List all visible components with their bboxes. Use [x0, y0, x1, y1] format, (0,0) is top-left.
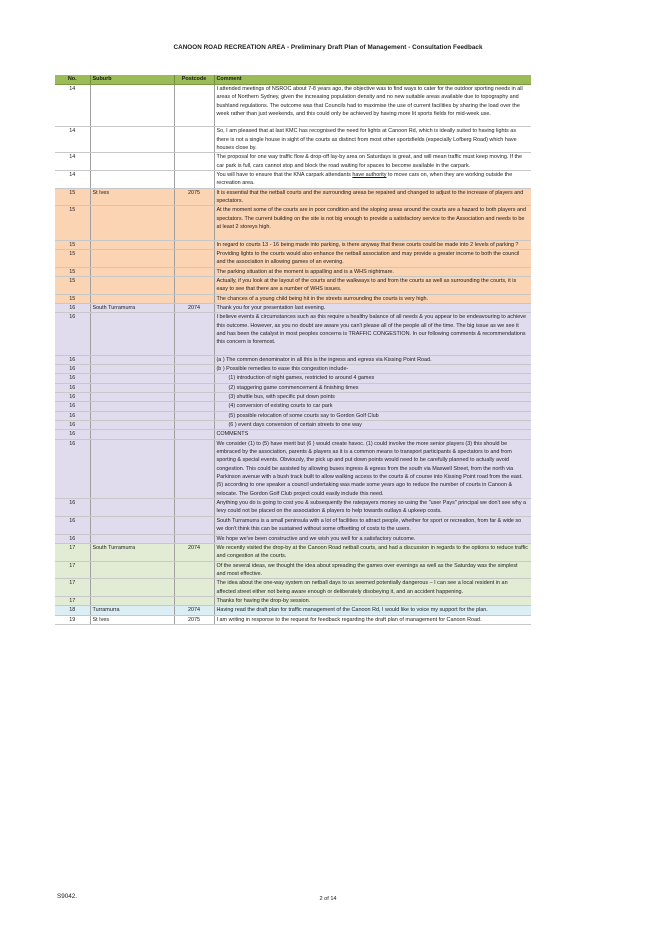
row-suburb — [90, 439, 174, 498]
row-comment: (4) conversion of existing courts to car park — [214, 402, 531, 411]
row-postcode — [174, 402, 214, 411]
row-postcode: 2074 — [174, 543, 214, 561]
row-number: 16 — [55, 364, 90, 373]
table-row — [55, 188, 531, 206]
row-suburb — [90, 364, 174, 373]
row-postcode — [174, 294, 214, 303]
column-header-suburb: Suburb — [90, 75, 174, 85]
row-postcode — [174, 516, 214, 534]
table-row — [55, 516, 531, 534]
row-comment: We recently visited the drop-by at the Canoon Road netball courts, and had a discussion in regards to the options to reduce traffic and congestion at the courts. — [214, 543, 531, 561]
column-header-no: No. — [55, 75, 90, 85]
row-postcode — [174, 579, 214, 597]
row-suburb — [90, 402, 174, 411]
table-row — [55, 421, 531, 430]
row-number: 16 — [55, 439, 90, 498]
table-row — [55, 206, 531, 240]
row-comment: Having read the draft plan for traffic management of the Canoon Rd, I would like to voice my support for the plan. — [214, 606, 531, 615]
row-comment: The proposal for one way traffic flow & drop-off lay-by area on Saturdays is great, and will mean traffic must keep moving. If the car park is full, cars cannot stop and block the road waiting for spaces to become available in the carpark. — [214, 153, 531, 171]
table-row — [55, 543, 531, 561]
row-suburb — [90, 127, 174, 153]
comment-text: to move cars on, when they are working outside the recreation area. — [216, 172, 513, 187]
row-postcode — [174, 240, 214, 249]
table-row — [55, 374, 531, 383]
row-comment: The idea about the one-way system on netball days to us seemed potentially dangerous – I can see a local resident in an affected street either not being aware enough or deliberately disobeying it, and an accident happening. — [214, 579, 531, 597]
row-suburb — [90, 561, 174, 579]
feedback-table — [55, 75, 531, 625]
table-row — [55, 153, 531, 171]
row-comment: Of the several ideas, we thought the idea about spreading the games over evenings as well as the Saturday was the simplest and most effective. — [214, 561, 531, 579]
row-number: 15 — [55, 240, 90, 249]
row-comment: The chances of a young child being hit in the streets surrounding the courts is very high. — [214, 294, 531, 303]
table-row — [55, 303, 531, 312]
row-postcode: 2074 — [174, 303, 214, 312]
row-number: 19 — [55, 615, 90, 624]
row-number: 16 — [55, 430, 90, 439]
table-row — [55, 240, 531, 249]
row-comment: (1) introduction of night games, restricted to around 4 games — [214, 374, 531, 383]
row-suburb — [90, 153, 174, 171]
row-suburb — [90, 516, 174, 534]
row-comment: The parking situation at the moment is appalling and is a WHS nightmare. — [214, 267, 531, 276]
row-suburb — [90, 499, 174, 517]
row-postcode — [174, 364, 214, 373]
row-comment: Thanks for having the drop-by session. — [214, 596, 531, 605]
row-postcode — [174, 561, 214, 579]
table-row — [55, 534, 531, 543]
table-row — [55, 364, 531, 373]
row-suburb — [90, 276, 174, 294]
row-number: 16 — [55, 303, 90, 312]
row-suburb: Turramurra — [90, 606, 174, 615]
row-postcode — [174, 355, 214, 364]
row-comment: Thank you for your presentation last evening. — [214, 303, 531, 312]
footer-page-number: 2 of 14 — [319, 896, 337, 902]
row-suburb — [90, 294, 174, 303]
row-suburb: South Turramurra — [90, 543, 174, 561]
row-postcode — [174, 374, 214, 383]
row-postcode — [174, 153, 214, 171]
row-number: 16 — [55, 313, 90, 355]
row-comment: It is essential that the netball courts and the surrounding areas be repaired and changed to adjust to the increase of players and spectators. — [214, 188, 531, 206]
row-suburb — [90, 534, 174, 543]
row-postcode — [174, 439, 214, 498]
row-comment: (5) possible relocation of some courts say to Gordon Golf Club — [214, 411, 531, 420]
row-number: 14 — [55, 85, 90, 127]
table-row — [55, 267, 531, 276]
row-postcode: 2075 — [174, 188, 214, 206]
table-row — [55, 393, 531, 402]
row-suburb — [90, 171, 174, 189]
row-suburb — [90, 421, 174, 430]
document-title: CANOON ROAD RECREATION AREA - Preliminary Draft Plan of Management - Consultation Feedback — [173, 44, 483, 51]
row-number: 14 — [55, 153, 90, 171]
row-comment: South Turramurra is a small peninsula with a lot of facilities to attract people, whether for sport or recreation, from far & wide so we don't think this can be sustained without some offsetting of costs to the users. — [214, 516, 531, 534]
row-comment: I am writing in response to the request for feedback regarding the draft plan of management for Canoon Road. — [214, 615, 531, 624]
row-postcode — [174, 313, 214, 355]
row-number: 15 — [55, 276, 90, 294]
table-row — [55, 615, 531, 624]
row-postcode — [174, 127, 214, 153]
row-postcode — [174, 171, 214, 189]
row-comment: (2) staggering game commencement & finishing times — [214, 383, 531, 392]
row-suburb — [90, 430, 174, 439]
row-comment: We consider (1) to (5) have merit but (6 ) would create havoc. (1) could involve the more senior players (3) this should be embraced by the association, parents & players as it is a common means to transport participants & spectators to and from sporting & special events. Obviously, the pick up and put down points would need to be carefully planned to actually avoid congestion. This could be assisted by allowing buses ingress & egress from the south via Maxwell Street, from the north via Parkinson avenue with a bush track built to allow walking access to the courts & of course into Kissing Point road from the east.(5) according to one speaker a council undertaking was made some years ago to reduce the number of courts in Canoon & relocate. The Gordon Golf Club project could easily include this need. — [214, 439, 531, 498]
table-row — [55, 561, 531, 579]
row-suburb — [90, 313, 174, 355]
row-number: 16 — [55, 402, 90, 411]
table-row — [55, 276, 531, 294]
row-suburb: South Turramurra — [90, 303, 174, 312]
row-suburb — [90, 596, 174, 605]
table-row — [55, 355, 531, 364]
row-suburb: St Ives — [90, 188, 174, 206]
table-row — [55, 596, 531, 605]
row-number: 16 — [55, 516, 90, 534]
row-suburb: St Ives — [90, 615, 174, 624]
row-number: 17 — [55, 596, 90, 605]
row-number: 15 — [55, 249, 90, 267]
row-number: 17 — [55, 561, 90, 579]
row-postcode — [174, 249, 214, 267]
row-number: 16 — [55, 411, 90, 420]
comment-text: You will have to ensure that the KNA carpark attendants — [216, 172, 353, 179]
row-suburb — [90, 206, 174, 240]
row-suburb — [90, 579, 174, 597]
row-postcode: 2075 — [174, 615, 214, 624]
row-number: 15 — [55, 294, 90, 303]
row-postcode — [174, 383, 214, 392]
row-postcode — [174, 411, 214, 420]
table-row — [55, 439, 531, 498]
row-postcode — [174, 421, 214, 430]
table-row — [55, 499, 531, 517]
table-header-row — [55, 75, 531, 85]
row-comment: (b ) Possible remedies to ease this congestion include- — [214, 364, 531, 373]
row-suburb — [90, 85, 174, 127]
row-comment: COMMENTS — [214, 430, 531, 439]
row-comment: We hope we've been constructive and we wish you well for a satisfactory outcome. — [214, 534, 531, 543]
row-number: 16 — [55, 383, 90, 392]
row-suburb — [90, 393, 174, 402]
footer-document-code: S9042. — [57, 893, 77, 900]
column-header-comment: Comment — [214, 75, 531, 85]
row-comment: (3) shuttle bus, with specific put down points — [214, 393, 531, 402]
row-comment: Providing lights to the courts would also enhance the netball association and may provide a greater income to both the council and the association in allowing games of an evening. — [214, 249, 531, 267]
row-number: 16 — [55, 393, 90, 402]
row-number: 15 — [55, 267, 90, 276]
table-row — [55, 579, 531, 597]
row-postcode — [174, 393, 214, 402]
row-comment: So, I am pleased that at last KMC has recognised the need for lights at Canoon Rd, which is ideally suited to having lights as there is not a single house in sight of the courts as distinct from most other sportsfields (especially Lofberg Road) which have houses close by. — [214, 127, 531, 153]
row-comment — [214, 171, 531, 189]
table-row — [55, 294, 531, 303]
row-suburb — [90, 383, 174, 392]
row-number: 17 — [55, 543, 90, 561]
table-row — [55, 127, 531, 153]
table-row — [55, 383, 531, 392]
row-suburb — [90, 249, 174, 267]
row-postcode — [174, 596, 214, 605]
row-postcode — [174, 206, 214, 240]
column-header-postcode: Postcode — [174, 75, 214, 85]
table-row — [55, 249, 531, 267]
row-number: 15 — [55, 188, 90, 206]
underlined-text: have authority — [352, 172, 387, 179]
row-suburb — [90, 411, 174, 420]
table-row — [55, 606, 531, 615]
row-number: 16 — [55, 374, 90, 383]
row-comment: In regard to courts 13 - 16 being made into parking, is there anyway that these courts could be made into 2 levels of parking ? — [214, 240, 531, 249]
row-number: 14 — [55, 127, 90, 153]
row-number: 16 — [55, 534, 90, 543]
row-comment: At the moment some of the courts are in poor condition and the sloping areas around the courts are a hazard to both players and spectators. The current building on the site is not big enough to provide a satisfactory service to the Association and needs to be at least 2 storeys high. — [214, 206, 531, 240]
row-number: 16 — [55, 355, 90, 364]
row-postcode — [174, 499, 214, 517]
table-body — [55, 85, 531, 625]
row-suburb — [90, 355, 174, 364]
row-number: 14 — [55, 171, 90, 189]
row-comment: I believe events & circumstances such as this require a healthy balance of all needs & you appear to be endeavouring to achieve this outcome. However, as you no doubt are aware you can't please all of the people all of the time. The big issue as we see it and has been the catalyst in most peoples concerns is TRAFFIC CONGESTION. In our following comments & recommendations this concern is foremost. — [214, 313, 531, 355]
row-suburb — [90, 267, 174, 276]
row-comment: (6 ) event days conversion of certain streets to one way — [214, 421, 531, 430]
row-postcode — [174, 85, 214, 127]
row-comment: Anything you do is going to cost you & subsequently the ratepayers money so using the "user Pays" principal we don't see why a levy could not be placed on the association & players to help towards outlays & upkeep costs. — [214, 499, 531, 517]
row-number: 16 — [55, 421, 90, 430]
row-suburb — [90, 240, 174, 249]
table-row — [55, 411, 531, 420]
row-number: 17 — [55, 579, 90, 597]
table-row — [55, 430, 531, 439]
table-row — [55, 171, 531, 189]
row-comment: I attended meetings of NSROC about 7-8 years ago, the objective was to find ways to cater for the outdoor sporting needs in all areas of Northern Sydney, given the increasing population density and no new suitable areas available due to topography and bushland regulations. The outcome was that Councils had to maximise the use of current facilities by sharing the load over the week rather than just weekends, and this could only be achieved by having more lit sports fields for mid-week use. — [214, 85, 531, 127]
table-row — [55, 85, 531, 127]
row-number: 15 — [55, 206, 90, 240]
row-number: 16 — [55, 499, 90, 517]
row-postcode — [174, 430, 214, 439]
row-comment: Actually, if you look at the layout of the courts and the walkways to and from the courts as well as surrounding the courts, it is easy to see that there are a number of WHS issues. — [214, 276, 531, 294]
row-suburb — [90, 374, 174, 383]
row-comment: (a ) The common denominator in all this is the ingress and egress via Kissing Point Road. — [214, 355, 531, 364]
table-row — [55, 313, 531, 355]
row-postcode — [174, 267, 214, 276]
table-row — [55, 402, 531, 411]
row-number: 18 — [55, 606, 90, 615]
row-postcode: 2074 — [174, 606, 214, 615]
row-postcode — [174, 276, 214, 294]
row-postcode — [174, 534, 214, 543]
